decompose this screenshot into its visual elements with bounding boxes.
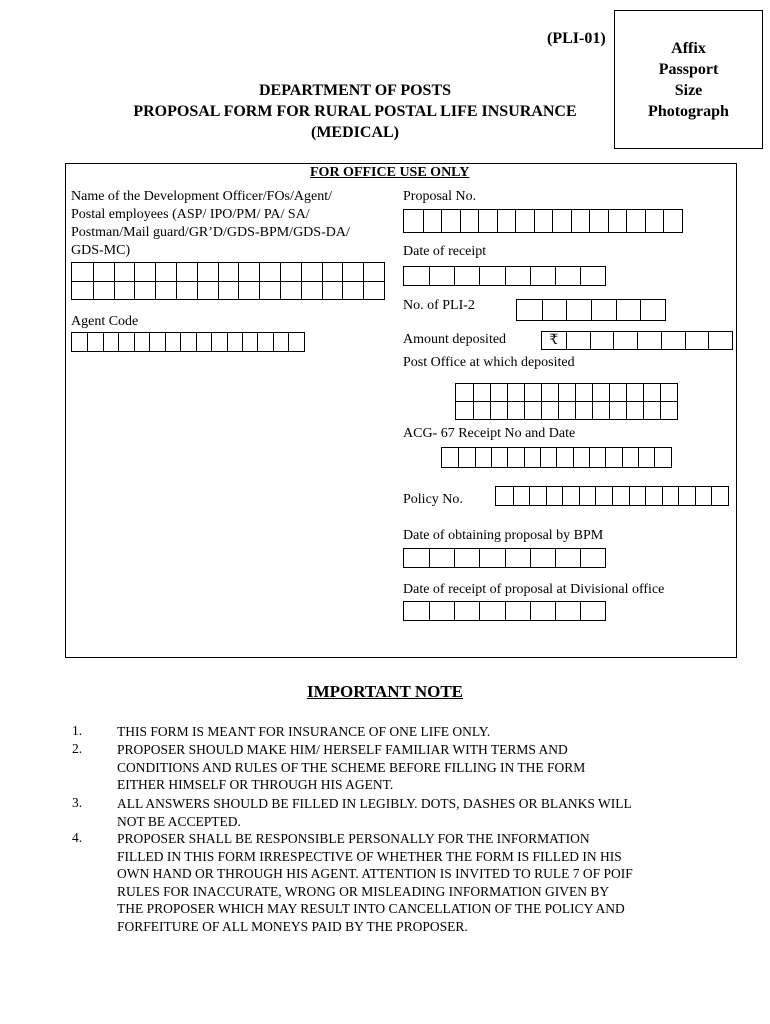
input-box-cell[interactable] <box>546 487 563 505</box>
form-subtitle: (MEDICAL) <box>311 124 399 141</box>
proposal-no-grid[interactable] <box>403 209 683 233</box>
input-box-cell[interactable] <box>558 384 575 401</box>
input-box-cell[interactable] <box>661 332 685 350</box>
no-pli2-label: No. of PLI-2 <box>403 298 475 313</box>
date-receipt-grid[interactable] <box>403 266 606 286</box>
input-box-cell[interactable] <box>280 263 301 281</box>
input-box-cell[interactable] <box>571 210 590 232</box>
input-box-cell[interactable] <box>211 333 226 351</box>
input-box-cell[interactable] <box>654 448 670 467</box>
input-box-cell[interactable] <box>609 402 626 419</box>
input-box-cell[interactable] <box>640 300 665 320</box>
input-box-cell[interactable] <box>196 333 211 351</box>
input-box-cell[interactable] <box>530 549 555 567</box>
input-box-cell[interactable] <box>322 263 343 281</box>
input-box-cell[interactable] <box>259 282 280 300</box>
input-box-cell[interactable] <box>238 282 259 300</box>
input-box-cell[interactable] <box>595 487 612 505</box>
note-number: 2. <box>72 741 83 756</box>
input-box-cell[interactable] <box>573 448 589 467</box>
input-box-cell[interactable] <box>513 487 530 505</box>
input-box-cell[interactable] <box>478 210 497 232</box>
input-box-cell[interactable] <box>259 263 280 281</box>
date-receipt-label: Date of receipt <box>403 244 487 259</box>
input-box-cell[interactable] <box>165 333 180 351</box>
input-box-cell[interactable] <box>589 448 605 467</box>
acg-receipt-grid[interactable] <box>441 447 672 468</box>
input-box-cell[interactable] <box>301 263 322 281</box>
note-number: 1. <box>72 723 83 738</box>
input-box-cell[interactable] <box>491 448 507 467</box>
input-box-cell[interactable] <box>592 384 609 401</box>
input-box-cell[interactable] <box>558 402 575 419</box>
input-box-cell[interactable] <box>643 384 660 401</box>
input-box-cell[interactable] <box>695 487 712 505</box>
input-box-cell[interactable] <box>442 448 458 467</box>
photo-box-line: Affix <box>671 39 706 57</box>
input-box-cell[interactable] <box>454 602 479 620</box>
date-bpm-grid[interactable] <box>403 548 606 568</box>
form-code: (PLI-01) <box>547 30 606 47</box>
input-box-cell[interactable] <box>429 602 454 620</box>
input-box-cell[interactable] <box>496 487 513 505</box>
input-box-cell[interactable] <box>404 267 429 285</box>
input-box-cell[interactable] <box>609 384 626 401</box>
input-box-cell[interactable] <box>460 210 479 232</box>
input-box-cell[interactable] <box>134 263 155 281</box>
input-box-cell[interactable] <box>242 333 257 351</box>
input-box-cell[interactable] <box>562 487 579 505</box>
date-divisional-label: Date of receipt of proposal at Divisional office <box>403 582 665 597</box>
input-box-cell[interactable] <box>441 210 460 232</box>
input-box-cell[interactable] <box>342 282 363 300</box>
input-box-cell[interactable] <box>218 263 239 281</box>
agent-code-label: Agent Code <box>71 314 139 329</box>
input-box-cell[interactable] <box>72 333 87 351</box>
input-box-cell[interactable] <box>93 263 114 281</box>
input-box-cell[interactable] <box>555 267 580 285</box>
input-box-cell[interactable] <box>592 402 609 419</box>
input-box-cell[interactable] <box>454 267 479 285</box>
photo-box-line: Size <box>674 81 703 99</box>
input-box-cell[interactable] <box>534 210 553 232</box>
date-bpm-label: Date of obtaining proposal by BPM <box>403 528 604 543</box>
input-box-cell[interactable] <box>590 332 614 350</box>
input-box-cell[interactable] <box>507 384 524 401</box>
input-box-cell[interactable] <box>497 210 516 232</box>
input-box-cell[interactable] <box>708 332 732 350</box>
input-box-cell[interactable] <box>238 263 259 281</box>
input-box-cell[interactable] <box>155 263 176 281</box>
note-item-2: PROPOSER SHOULD MAKE HIM/ HERSELF FAMILIAR WITH TERMS AND CONDITIONS AND RULES OF THE SCHEME BEFORE FILLING IN THE FORM EITHER HIMSELF OR THROUGH HIS AGENT. <box>117 742 586 792</box>
input-box-cell[interactable] <box>87 333 102 351</box>
input-box-cell[interactable] <box>605 448 621 467</box>
input-box-cell[interactable] <box>473 384 490 401</box>
input-box-cell[interactable] <box>218 282 239 300</box>
input-box-cell[interactable] <box>685 332 709 350</box>
acg-receipt-label: ACG- 67 Receipt No and Date <box>403 426 576 441</box>
input-box-cell[interactable] <box>149 333 164 351</box>
input-box-cell[interactable] <box>662 487 679 505</box>
input-box-cell[interactable] <box>118 333 133 351</box>
office-use-heading: FOR OFFICE USE ONLY <box>310 165 470 180</box>
note-item-4: PROPOSER SHALL BE RESPONSIBLE PERSONALLY FOR THE INFORMATION FILLED IN THIS FORM IRRESPECTIVE OF WHETHER THE FORM IS FILLED IN HIS OWN HAND OR THROUGH HIS AGENT. ATTENTION IS INVITED TO RULE 7 OF POIF RULES FOR INACCURATE, WRONG OR MISLEADING INFORMATION GIVEN BY THE PROPOSER WHICH MAY RESULT INTO CANCELLATION OF THE POLICY AND FORFEITURE OF ALL MONEYS PAID BY THE PROPOSER. <box>117 831 633 934</box>
input-box-cell[interactable] <box>524 384 541 401</box>
input-box-cell[interactable] <box>555 602 580 620</box>
input-box-cell[interactable] <box>524 448 540 467</box>
input-box-cell[interactable] <box>629 487 646 505</box>
input-box-cell[interactable] <box>524 402 541 419</box>
input-box-cell[interactable] <box>556 448 572 467</box>
input-box-cell[interactable] <box>479 267 504 285</box>
input-box-cell[interactable] <box>197 263 218 281</box>
input-box-cell[interactable] <box>114 282 135 300</box>
input-box-cell[interactable] <box>541 402 558 419</box>
input-box-cell[interactable] <box>490 402 507 419</box>
input-box-cell[interactable] <box>626 384 643 401</box>
important-note-title: IMPORTANT NOTE <box>306 682 464 701</box>
input-box-cell[interactable] <box>580 267 605 285</box>
input-box-cell[interactable] <box>645 210 664 232</box>
input-box-cell[interactable] <box>589 210 608 232</box>
input-box-cell[interactable] <box>643 402 660 419</box>
input-box-cell[interactable] <box>575 384 592 401</box>
agent-code-grid[interactable] <box>71 332 305 352</box>
input-box-cell[interactable] <box>591 300 616 320</box>
department-title: DEPARTMENT OF POSTS <box>258 82 452 99</box>
input-box-cell[interactable] <box>363 282 384 300</box>
input-box-cell[interactable] <box>663 210 682 232</box>
input-box-cell[interactable] <box>637 332 661 350</box>
input-box-cell[interactable] <box>288 333 303 351</box>
input-box-cell[interactable] <box>678 487 695 505</box>
input-box-cell[interactable] <box>363 263 384 281</box>
input-box-cell[interactable] <box>507 448 523 467</box>
input-box-cell[interactable] <box>404 210 423 232</box>
input-box-cell[interactable] <box>456 402 473 419</box>
input-box-cell[interactable] <box>114 263 135 281</box>
input-box-cell[interactable] <box>540 448 556 467</box>
input-box-cell[interactable] <box>454 549 479 567</box>
input-box-cell[interactable] <box>103 333 118 351</box>
date-divisional-grid[interactable] <box>403 601 606 621</box>
input-box-cell[interactable] <box>458 448 474 467</box>
input-box-cell[interactable] <box>530 602 555 620</box>
input-box-cell[interactable] <box>155 282 176 300</box>
input-box-cell[interactable] <box>711 487 728 505</box>
input-box-cell[interactable] <box>301 282 322 300</box>
form-title: PROPOSAL FORM FOR RURAL POSTAL LIFE INSURANCE <box>133 103 577 120</box>
input-box-cell[interactable] <box>580 549 605 567</box>
officer-name-label: Name of the Development Officer/FOs/Agent/ Postal employees (ASP/ IPO/PM/ PA/ SA/ Postman/Mail guard/GR’D/GDS-BPM/GDS-DA/ GDS-MC) <box>71 189 350 258</box>
input-box-cell[interactable] <box>616 300 641 320</box>
input-box-cell[interactable] <box>404 602 429 620</box>
input-box-cell[interactable] <box>423 210 442 232</box>
input-box-cell[interactable] <box>429 549 454 567</box>
input-box-cell[interactable] <box>227 333 242 351</box>
input-box-cell[interactable] <box>93 282 114 300</box>
note-number: 3. <box>72 795 83 810</box>
input-box-cell[interactable] <box>456 384 473 401</box>
input-box-cell[interactable] <box>579 487 596 505</box>
note-item-1: THIS FORM IS MEANT FOR INSURANCE OF ONE LIFE ONLY. <box>117 724 491 739</box>
input-box-cell[interactable] <box>613 332 637 350</box>
photo-box-line: Passport <box>658 60 719 78</box>
input-box-cell[interactable] <box>507 402 524 419</box>
input-box-cell[interactable] <box>517 300 542 320</box>
input-box-cell[interactable] <box>541 384 558 401</box>
input-box-cell[interactable] <box>134 282 155 300</box>
input-box-cell[interactable] <box>322 282 343 300</box>
input-box-cell[interactable] <box>180 333 195 351</box>
input-box-cell[interactable] <box>505 602 530 620</box>
input-box-cell[interactable] <box>622 448 638 467</box>
input-box-cell[interactable] <box>280 282 301 300</box>
input-box-cell[interactable] <box>176 282 197 300</box>
input-box-cell[interactable] <box>505 549 530 567</box>
input-box-cell[interactable] <box>566 332 590 350</box>
input-box-cell[interactable] <box>555 549 580 567</box>
input-box-cell[interactable] <box>638 448 654 467</box>
input-box-cell[interactable] <box>273 333 288 351</box>
officer-name-grid[interactable] <box>71 262 385 300</box>
rupee-symbol: ₹ <box>549 333 559 348</box>
policy-no-label: Policy No. <box>403 492 463 507</box>
input-box-cell[interactable] <box>475 448 491 467</box>
input-box-cell[interactable] <box>490 384 507 401</box>
input-box-cell[interactable] <box>473 402 490 419</box>
input-box-cell[interactable] <box>176 263 197 281</box>
input-box-cell[interactable] <box>660 402 677 419</box>
input-box-cell[interactable] <box>429 267 454 285</box>
policy-no-grid[interactable] <box>495 486 729 506</box>
input-box-cell[interactable] <box>566 300 591 320</box>
input-box-cell[interactable] <box>580 602 605 620</box>
input-box-cell[interactable] <box>575 402 592 419</box>
input-box-cell[interactable] <box>515 210 534 232</box>
input-box-cell[interactable] <box>626 210 645 232</box>
input-box-cell[interactable] <box>626 402 643 419</box>
input-box-cell[interactable] <box>342 263 363 281</box>
post-office-grid[interactable] <box>455 383 678 420</box>
input-box-cell[interactable] <box>552 210 571 232</box>
input-box-cell[interactable] <box>505 267 530 285</box>
input-box-cell[interactable] <box>608 210 627 232</box>
no-pli2-grid[interactable] <box>516 299 666 321</box>
input-box-cell[interactable] <box>530 267 555 285</box>
note-number: 4. <box>72 830 83 845</box>
input-box-cell[interactable] <box>479 602 504 620</box>
amount-deposited-grid[interactable] <box>541 331 733 350</box>
input-box-cell[interactable] <box>612 487 629 505</box>
input-box-cell[interactable] <box>660 384 677 401</box>
input-box-cell[interactable] <box>197 282 218 300</box>
input-box-cell[interactable] <box>72 263 93 281</box>
photo-box-line: Photograph <box>648 102 729 120</box>
input-box-cell[interactable] <box>404 549 429 567</box>
input-box-cell[interactable] <box>529 487 546 505</box>
proposal-no-label: Proposal No. <box>403 189 477 204</box>
input-box-cell[interactable] <box>72 282 93 300</box>
input-box-cell[interactable] <box>542 300 567 320</box>
amount-deposited-label: Amount deposited <box>403 332 507 347</box>
input-box-cell[interactable] <box>479 549 504 567</box>
note-item-3: ALL ANSWERS SHOULD BE FILLED IN LEGIBLY. DOTS, DASHES OR BLANKS WILL NOT BE ACCEPTED. <box>117 796 632 829</box>
input-box-cell[interactable] <box>257 333 272 351</box>
input-box-cell[interactable] <box>134 333 149 351</box>
input-box-cell[interactable] <box>645 487 662 505</box>
post-office-label: Post Office at which deposited <box>403 355 575 370</box>
